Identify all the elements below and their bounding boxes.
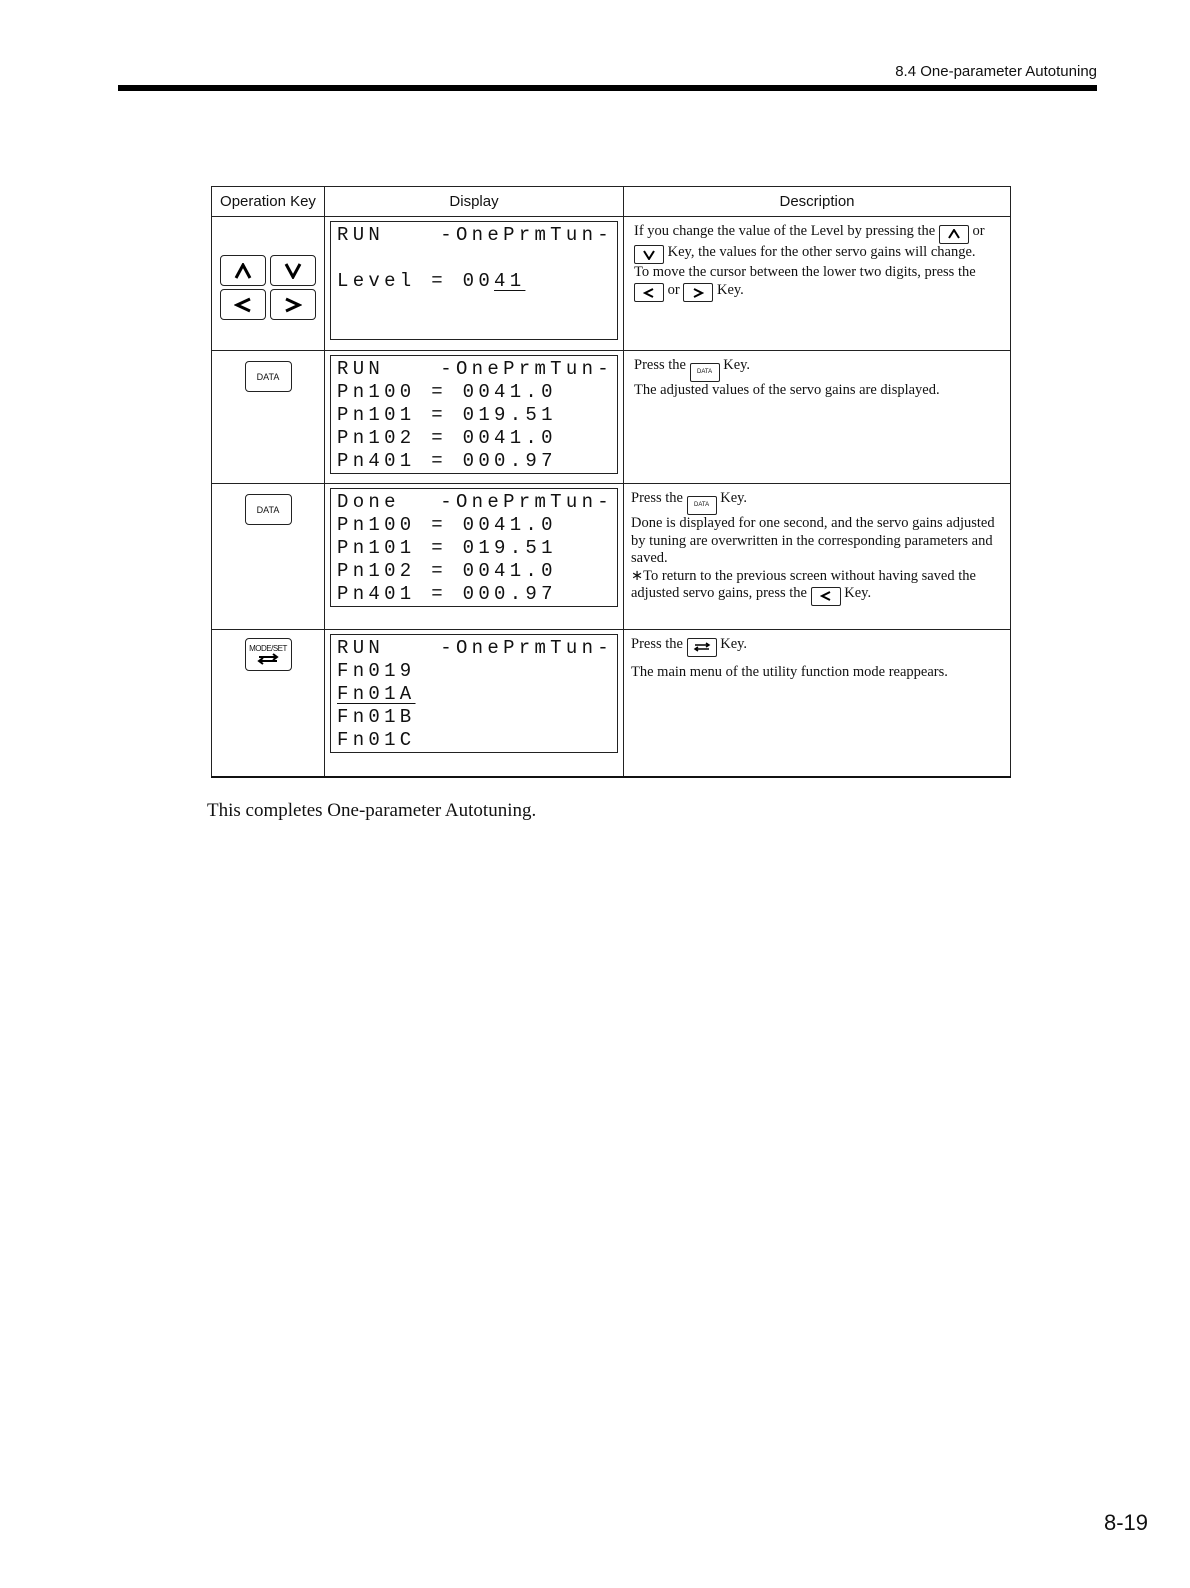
right-arrow-icon (284, 297, 302, 313)
left-arrow-icon (811, 587, 841, 606)
description-cell (624, 484, 1011, 630)
description-cell (624, 351, 1011, 484)
up-arrow-icon (234, 263, 252, 279)
left-arrow-icon (634, 283, 664, 302)
table-row (212, 351, 1011, 484)
lcd-status: RUN (337, 224, 385, 246)
lcd-line: Fn01C (337, 729, 416, 751)
page-number: 8-19 (1103, 1510, 1148, 1535)
header-display: Display (325, 187, 624, 217)
lcd-display (330, 221, 618, 340)
table-header-row (212, 187, 1011, 217)
down-arrow-key[interactable] (270, 255, 316, 286)
display-cell (325, 630, 624, 777)
operation-key-cell (212, 217, 325, 351)
description-text: Press the DATA Key. Done is displayed for one second, and the servo gains adjusted by tuning are overwritten in the corresponding parameters and saved. ∗To return to the previous screen without having saved the adjusted servo gains, press the Key. (624, 484, 1010, 606)
lcd-line: Pn100 = 0041.0 (337, 514, 557, 536)
table-row (212, 630, 1011, 777)
table-row (212, 217, 1011, 351)
lcd-line: Pn101 = 019.51 (337, 537, 557, 559)
lcd-mode: -OnePrmTun- (440, 224, 613, 246)
data-key[interactable]: DATA (245, 361, 292, 392)
data-key[interactable]: DATA (245, 494, 292, 525)
lcd-line: Fn01B (337, 706, 416, 728)
lcd-level: Level = 0041 (337, 270, 526, 292)
lcd-display (330, 488, 618, 607)
description-text: Press the Key. The main menu of the utility function mode reappears. (631, 636, 948, 680)
display-cell (325, 217, 624, 351)
lcd-selected-line: Fn01A (337, 683, 416, 705)
lcd-line: Pn401 = 000.97 (337, 450, 557, 472)
right-arrow-key[interactable] (270, 289, 316, 320)
right-arrow-icon (683, 283, 713, 302)
operation-key-cell (212, 351, 325, 484)
lcd-display (330, 355, 618, 474)
lcd-status: RUN (337, 637, 385, 659)
header-description: Description (624, 187, 1011, 217)
header-operation-key: Operation Key (212, 187, 325, 217)
up-arrow-key[interactable] (220, 255, 266, 286)
lcd-mode: -OnePrmTun- (440, 637, 613, 659)
display-cell (325, 351, 624, 484)
lcd-line: Pn101 = 019.51 (337, 404, 557, 426)
description-cell (624, 217, 1011, 351)
left-arrow-icon (234, 297, 252, 313)
section-title: 8.4 One-parameter Autotuning (895, 63, 1097, 80)
description-text: If you change the value of the Level by pressing the or Key, the values for the other servo gains will change. To move the cursor between the lower two digits, press the or Key. (624, 217, 1010, 302)
mode-set-label: MODE/SET (249, 644, 287, 653)
mode-set-key-icon (687, 638, 717, 657)
closing-text: This completes One-parameter Autotuning. (207, 800, 537, 821)
table-row (212, 484, 1011, 630)
display-cell (325, 484, 624, 630)
lcd-line: Pn100 = 0041.0 (337, 381, 557, 403)
header-rule (118, 85, 1097, 91)
lcd-mode: -OnePrmTun- (440, 358, 613, 380)
operation-key-cell (212, 484, 325, 630)
lcd-line: Pn102 = 0041.0 (337, 560, 557, 582)
lcd-mode: -OnePrmTun- (440, 491, 613, 513)
lcd-display (330, 634, 618, 753)
lcd-line: Pn401 = 000.97 (337, 583, 557, 605)
description-text: Press the DATA Key. The adjusted values of the servo gains are displayed. (634, 357, 940, 399)
operation-key-cell (212, 630, 325, 777)
data-key-icon: DATA (690, 363, 720, 382)
lcd-status: RUN (337, 358, 385, 380)
up-arrow-icon (939, 225, 969, 244)
data-key-icon: DATA (687, 496, 717, 515)
lcd-cursor-digits: 41 (494, 270, 526, 292)
mode-set-icon (255, 653, 281, 665)
description-cell (624, 630, 1011, 777)
down-arrow-icon (284, 263, 302, 279)
operation-table (211, 186, 1011, 778)
arrow-keys (212, 255, 324, 320)
lcd-status: Done (337, 491, 400, 513)
left-arrow-key[interactable] (220, 289, 266, 320)
lcd-line: Pn102 = 0041.0 (337, 427, 557, 449)
down-arrow-icon (634, 245, 664, 264)
mode-set-key[interactable] (245, 638, 292, 671)
lcd-line: Fn019 (337, 660, 416, 682)
